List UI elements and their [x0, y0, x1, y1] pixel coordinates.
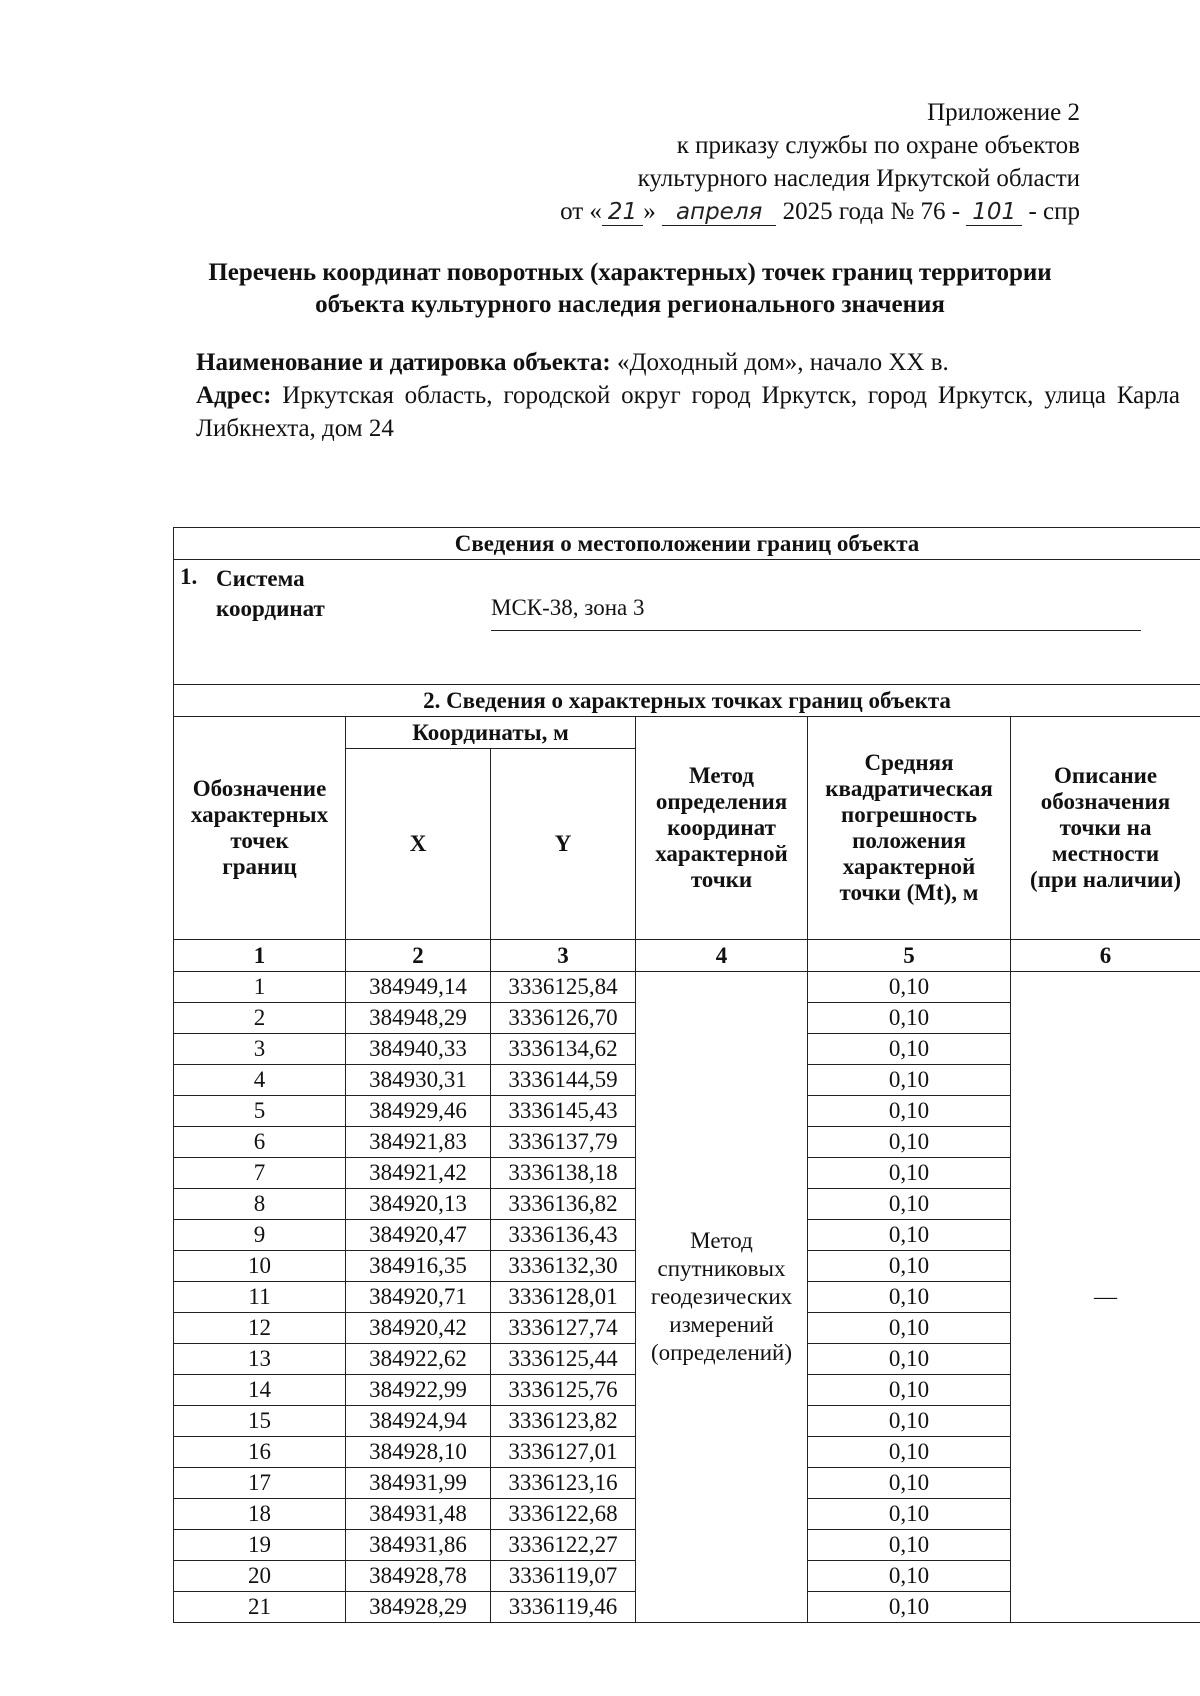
method-line: (определений) [650, 1340, 793, 1365]
date-year: 2025 года № 76 - [782, 198, 961, 225]
header-description-line: Описание [1053, 763, 1158, 788]
coord-x: 384949,14 [346, 972, 491, 1003]
error-value: 0,10 [808, 1158, 1011, 1189]
point-number: 20 [174, 1561, 346, 1592]
coord-y: 3336122,27 [491, 1530, 636, 1561]
point-number: 4 [174, 1065, 346, 1096]
appendix-date-line [560, 195, 1080, 228]
point-number: 1 [174, 972, 346, 1003]
coord-x: 384928,10 [346, 1437, 491, 1468]
coord-x: 384928,29 [346, 1592, 491, 1623]
error-value: 0,10 [808, 1282, 1011, 1313]
appendix-order-line: к приказу службы по охране объектов [676, 132, 1080, 159]
header-point-line: границ [222, 854, 297, 879]
point-number: 21 [174, 1592, 346, 1623]
coord-y: 3336127,01 [491, 1437, 636, 1468]
header-y: Y [491, 749, 636, 940]
coord-x: 384922,62 [346, 1344, 491, 1375]
header-method-line: характерной [655, 841, 788, 866]
error-value: 0,10 [808, 1592, 1011, 1623]
coord-y: 3336125,84 [491, 972, 636, 1003]
coord-y: 3336128,01 [491, 1282, 636, 1313]
error-value: 0,10 [808, 1096, 1011, 1127]
coord-y: 3336119,46 [491, 1592, 636, 1623]
section-title: Сведения о местоположении границ объекта [174, 528, 1200, 560]
coordinate-system-label-1: Система [216, 566, 305, 591]
coord-x: 384930,31 [346, 1065, 491, 1096]
coord-y: 3336132,30 [491, 1251, 636, 1282]
error-value: 0,10 [808, 1530, 1011, 1561]
coordinates-table [173, 527, 1200, 1623]
method-line: геодезических [650, 1284, 793, 1309]
error-value: 0,10 [808, 1437, 1011, 1468]
point-number: 7 [174, 1158, 346, 1189]
object-name-line [196, 346, 1180, 379]
point-number: 19 [174, 1530, 346, 1561]
coordinate-system-value: МСК-38, зона 3 [491, 594, 1141, 631]
error-value: 0,10 [808, 1034, 1011, 1065]
coord-x: 384948,29 [346, 1003, 491, 1034]
point-number: 10 [174, 1251, 346, 1282]
point-number: 2 [174, 1003, 346, 1034]
error-value: 0,10 [808, 1220, 1011, 1251]
coord-y: 3336136,82 [491, 1189, 636, 1220]
header-point-line: Обозначение [192, 776, 327, 801]
error-value: 0,10 [808, 1468, 1011, 1499]
point-number: 3 [174, 1034, 346, 1065]
date-month-handwritten: апреля [662, 199, 776, 226]
order-number-handwritten: 101 [966, 199, 1022, 226]
object-address-label: Адрес: [196, 382, 272, 409]
coord-x: 384929,46 [346, 1096, 491, 1127]
coord-y: 3336125,76 [491, 1375, 636, 1406]
method-line: спутниковых [657, 1256, 786, 1281]
coord-x: 384916,35 [346, 1251, 491, 1282]
object-address-value: Иркутская область, городской округ город Иркутск, город Иркутск, улица Карла Либкнехта, дом 24 [196, 382, 1181, 442]
method-line: Метод [690, 1228, 753, 1253]
coord-x: 384920,13 [346, 1189, 491, 1220]
coord-x: 384924,94 [346, 1406, 491, 1437]
date-prefix: от « [560, 198, 602, 225]
point-number: 8 [174, 1189, 346, 1220]
header-description-line: обозначения [1040, 789, 1171, 814]
point-number: 13 [174, 1344, 346, 1375]
column-number: 6 [1011, 940, 1200, 972]
header-x: X [346, 749, 491, 940]
coord-x: 384920,71 [346, 1282, 491, 1313]
method-cell [636, 972, 808, 1623]
coord-y: 3336136,43 [491, 1220, 636, 1251]
date-mid: » [643, 198, 656, 225]
error-value: 0,10 [808, 1189, 1011, 1220]
coord-x: 384931,86 [346, 1530, 491, 1561]
document-title-line-1: Перечень координат поворотных (характерных) точек границ территории [208, 259, 1052, 286]
error-value: 0,10 [808, 1127, 1011, 1158]
error-value: 0,10 [808, 1344, 1011, 1375]
coord-x: 384921,42 [346, 1158, 491, 1189]
appendix-header [560, 96, 1080, 228]
document-title-line-2: объекта культурного наследия регионального значения [315, 291, 945, 318]
header-method-line: Метод [688, 763, 755, 788]
point-number: 6 [174, 1127, 346, 1158]
point-number: 9 [174, 1220, 346, 1251]
header-error-line: положения [852, 828, 966, 853]
order-suffix: - спр [1028, 198, 1080, 225]
header-point-designation [174, 717, 346, 940]
header-error-line: квадратическая [825, 776, 993, 801]
coord-y: 3336138,18 [491, 1158, 636, 1189]
table-row [174, 972, 1200, 1003]
point-number: 18 [174, 1499, 346, 1530]
header-description-line: (при наличии) [1030, 867, 1181, 892]
point-number: 17 [174, 1468, 346, 1499]
error-value: 0,10 [808, 1406, 1011, 1437]
error-value: 0,10 [808, 1313, 1011, 1344]
document-title [180, 257, 1080, 321]
error-value: 0,10 [808, 972, 1011, 1003]
points-section-title: 2. Сведения о характерных точках границ объекта [174, 685, 1200, 717]
coord-y: 3336137,79 [491, 1127, 636, 1158]
method-line: измерений [669, 1312, 774, 1337]
description-cell: — [1011, 972, 1200, 1623]
coord-x: 384931,48 [346, 1499, 491, 1530]
error-value: 0,10 [808, 1375, 1011, 1406]
object-name-value: «Доходный дом», начало XX в. [616, 349, 949, 376]
header-error-line: Средняя [864, 750, 954, 775]
point-number: 16 [174, 1437, 346, 1468]
header-description-line: точки на [1059, 815, 1152, 840]
point-number: 5 [174, 1096, 346, 1127]
header-method-line: определения [655, 789, 788, 814]
column-number: 1 [174, 940, 346, 972]
error-value: 0,10 [808, 1003, 1011, 1034]
coordinate-system-number: 1. [180, 564, 198, 589]
coord-y: 3336125,44 [491, 1344, 636, 1375]
coord-y: 3336119,07 [491, 1561, 636, 1592]
appendix-agency-line: культурного наследия Иркутской области [637, 165, 1080, 192]
point-number: 15 [174, 1406, 346, 1437]
column-number: 5 [808, 940, 1011, 972]
coordinate-system-cell [174, 560, 1200, 685]
coord-x: 384920,47 [346, 1220, 491, 1251]
header-method-line: координат [667, 815, 776, 840]
coord-x: 384940,33 [346, 1034, 491, 1065]
coord-x: 384921,83 [346, 1127, 491, 1158]
header-error-line: точки (Mt), м [839, 880, 979, 905]
column-number: 2 [346, 940, 491, 972]
point-number: 14 [174, 1375, 346, 1406]
coordinate-system-label-2: координат [216, 596, 325, 621]
header-method [636, 717, 808, 940]
date-day-handwritten: 21 [602, 199, 643, 226]
coord-y: 3336127,74 [491, 1313, 636, 1344]
coord-y: 3336122,68 [491, 1499, 636, 1530]
error-value: 0,10 [808, 1561, 1011, 1592]
header-error-line: погрешность [840, 802, 978, 827]
column-number: 3 [491, 940, 636, 972]
header-point-line: характерных [190, 802, 329, 827]
coord-y: 3336144,59 [491, 1065, 636, 1096]
column-number: 4 [636, 940, 808, 972]
coord-x: 384928,78 [346, 1561, 491, 1592]
coord-y: 3336123,16 [491, 1468, 636, 1499]
error-value: 0,10 [808, 1499, 1011, 1530]
header-error [808, 717, 1011, 940]
error-value: 0,10 [808, 1065, 1011, 1096]
coord-x: 384922,99 [346, 1375, 491, 1406]
coord-y: 3336126,70 [491, 1003, 636, 1034]
coord-x: 384920,42 [346, 1313, 491, 1344]
coord-y: 3336123,82 [491, 1406, 636, 1437]
header-description-line: местности [1051, 841, 1160, 866]
header-method-line: точки [690, 867, 753, 892]
point-number: 11 [174, 1282, 346, 1313]
header-description [1011, 717, 1200, 940]
header-error-line: характерной [842, 854, 976, 879]
header-point-line: точек [230, 828, 289, 853]
object-info [196, 346, 1180, 445]
point-number: 12 [174, 1313, 346, 1344]
error-value: 0,10 [808, 1251, 1011, 1282]
coord-x: 384931,99 [346, 1468, 491, 1499]
object-name-label: Наименование и датировка объекта: [196, 349, 611, 376]
appendix-title: Приложение 2 [927, 99, 1080, 126]
coordinate-system-label [216, 564, 325, 624]
object-address-line [196, 379, 1180, 445]
header-coordinates: Координаты, м [346, 717, 636, 749]
coord-y: 3336145,43 [491, 1096, 636, 1127]
coord-y: 3336134,62 [491, 1034, 636, 1065]
